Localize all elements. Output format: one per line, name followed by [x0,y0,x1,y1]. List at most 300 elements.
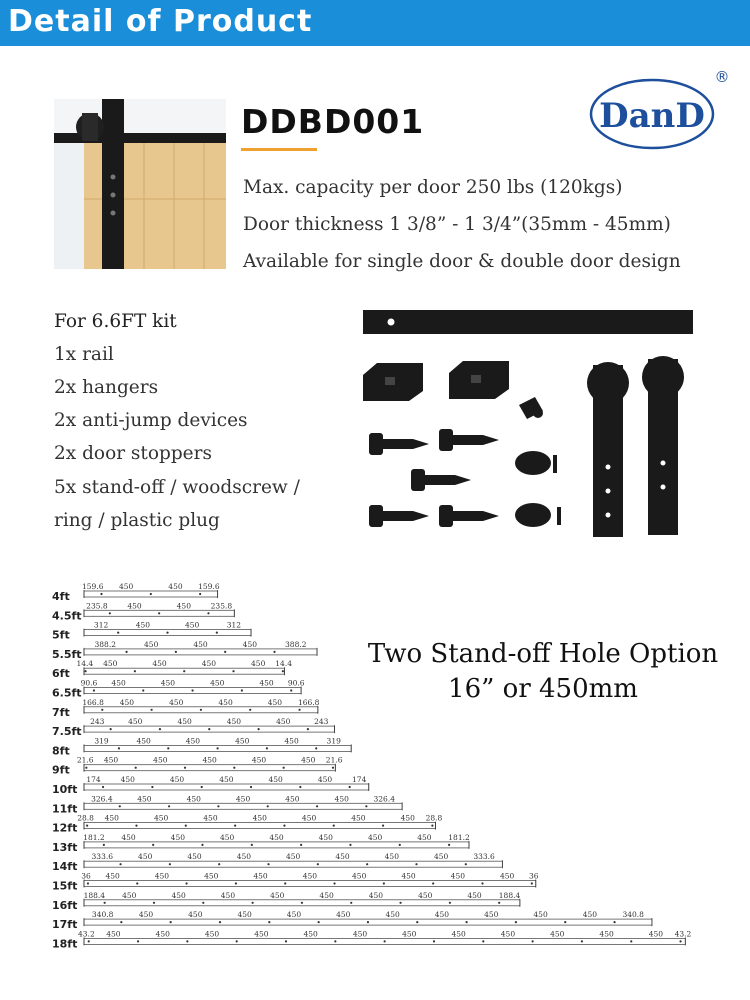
segment-value: 450 [138,910,154,920]
hanger [587,362,629,537]
rail-bar [84,784,369,790]
hole-mark [88,940,90,942]
segment-value: 312 [93,620,109,630]
segment-value: 450 [368,890,384,900]
segment-value: 36 [81,871,91,881]
hole-mark [110,728,112,730]
door-stopper [515,451,557,475]
hole-mark [465,863,467,865]
hole-mark [191,689,193,691]
segment-value: 90.6 [80,678,98,688]
segment-value: 450 [434,910,450,920]
segment-value: 450 [118,582,134,591]
segment-value: 450 [185,620,200,630]
rail-bar [84,765,335,771]
hole-mark [167,747,169,749]
row-length-label: 6ft [52,667,70,681]
segment-value: 450 [185,736,201,746]
segment-value: 326.4 [91,794,113,804]
segment-value: 450 [103,659,118,669]
hole-mark [104,902,106,904]
hardware-parts-image [355,305,700,545]
spec-capacity: Max. capacity per door 250 lbs (120kgs) [243,177,623,198]
segment-value: 28.8 [425,813,443,823]
hole-mark [285,940,287,942]
segment-value: 450 [111,678,126,688]
segment-value: 450 [121,832,136,842]
segment-value: 450 [160,678,176,688]
hole-mark [170,921,172,923]
hole-mark [158,612,160,614]
segment-value: 450 [152,659,167,669]
hole-mark [315,747,317,749]
hole-mark [169,863,171,865]
segment-value: 450 [204,871,219,881]
segment-value: 450 [177,717,192,727]
hole-mark [399,902,401,904]
hole-mark [85,767,87,769]
hole-mark [332,767,334,769]
segment-value: 450 [352,929,368,939]
hole-mark [135,767,137,769]
hole-mark [87,882,89,884]
model-underline [241,148,317,151]
segment-value: 450 [269,832,284,842]
hole-mark [168,805,170,807]
hole-mark [152,844,154,846]
hole-mark [100,593,102,595]
rail-bar [84,842,469,848]
hole-mark [136,882,138,884]
segment-value: 243 [314,717,329,727]
hole-mark [186,940,188,942]
segment-value: 450 [367,832,383,842]
segment-value: 450 [302,871,318,881]
kit-item: ring / plastic plug [54,510,220,531]
stand-off-screw [439,429,499,451]
hole-mark [333,882,335,884]
hole-mark [234,825,236,827]
stand-off-screw [369,433,429,455]
header-bar [0,0,750,46]
segment-value: 450 [253,871,268,881]
segment-value: 450 [144,639,159,649]
segment-value: 450 [270,890,285,900]
hole-mark [84,670,86,672]
segment-value: 90.6 [287,678,305,688]
segment-value: 21.6 [76,755,94,765]
segment-value: 340.8 [622,910,644,920]
segment-value: 388.2 [94,639,117,649]
rail-bar [84,861,502,867]
segment-value: 450 [219,775,234,784]
segment-value: 450 [154,871,170,881]
hole-mark [119,863,121,865]
segment-value: 450 [351,813,366,823]
segment-value: 450 [193,639,208,649]
segment-value: 450 [201,659,217,669]
hole-mark [300,844,302,846]
segment-value: 450 [186,794,201,804]
hole-mark [101,709,103,711]
hole-mark [449,902,451,904]
row-length-label: 10ft [52,783,78,796]
hole-mark [202,902,204,904]
segment-value: 450 [251,755,267,765]
hole-mark [290,689,292,691]
anti-jump-bracket [519,397,543,419]
segment-value: 450 [105,871,120,881]
hole-mark [125,651,127,653]
hole-mark [175,651,177,653]
kit-item: 2x door stoppers [54,443,212,464]
segment-value: 450 [334,794,349,804]
segment-value: 450 [122,890,137,900]
hole-mark [119,805,121,807]
segment-value: 326.4 [373,794,396,804]
stand-off-screw [439,505,499,527]
segment-value: 450 [303,929,318,939]
hole-mark [251,844,253,846]
segment-value: 450 [599,929,614,939]
segment-value: 333.6 [473,852,495,862]
hole-mark [207,612,209,614]
hole-mark [333,825,335,827]
segment-value: 319 [326,736,341,746]
segment-value: 450 [500,929,516,939]
segment-value: 450 [648,929,664,939]
hole-mark [283,825,285,827]
rail [363,310,693,334]
product-photo [54,99,226,269]
kit-title: For 6.6FT kit [54,311,177,332]
row-length-label: 18ft [52,937,78,951]
segment-value: 14.4 [76,659,94,669]
hole-mark [241,689,243,691]
hole-mark [301,902,303,904]
hole-mark [183,670,185,672]
segment-value: 174 [86,775,101,784]
hole-mark [367,921,369,923]
hole-mark [349,786,351,788]
row-length-label: 6.5ft [52,686,82,700]
hole-mark [307,728,309,730]
stand-off-screw [369,505,429,527]
segment-value: 450 [268,775,283,784]
hole-spacing-chart [0,575,750,965]
row-length-label: 17ft [52,918,78,932]
segment-value: 450 [188,910,203,920]
hole-mark [142,689,144,691]
hole-mark [109,612,111,614]
segment-value: 450 [242,639,258,649]
segment-value: 450 [103,755,119,765]
segment-value: 450 [500,871,515,881]
segment-value: 450 [286,852,301,862]
segment-value: 450 [104,813,119,823]
hole-mark [384,940,386,942]
hole-mark [399,844,401,846]
hole-mark [118,747,120,749]
hole-mark [581,940,583,942]
segment-value: 450 [251,659,266,669]
row-length-label: 5.5ft [52,647,82,661]
spec-thickness: Door thickness 1 3/8” - 1 3/4”(35mm - 45mm) [243,214,671,235]
segment-value: 450 [550,929,565,939]
segment-value: 188.4 [498,890,521,900]
hole-mark [433,940,435,942]
segment-value: 450 [120,775,135,784]
hole-mark [134,670,136,672]
hole-mark [515,921,517,923]
rail-bar [84,649,317,655]
segment-value: 450 [335,852,350,862]
segment-value: 181.2 [448,832,470,842]
segment-value: 450 [318,832,333,842]
hole-mark [283,767,285,769]
segment-value: 450 [301,813,317,823]
anti-jump-device [449,361,509,399]
segment-value: 450 [169,775,185,784]
segment-value: 450 [237,910,252,920]
segment-value: 450 [170,832,186,842]
hole-mark [267,863,269,865]
segment-value: 450 [204,929,220,939]
segment-value: 450 [301,755,316,765]
hole-mark [349,844,351,846]
hole-mark [137,940,139,942]
hole-mark [218,863,220,865]
row-length-label: 9ft [52,763,70,777]
segment-value: 450 [169,697,184,707]
segment-value: 319 [94,736,109,746]
segment-value: 450 [226,717,242,727]
segment-value: 450 [484,910,499,920]
segment-value: 450 [467,890,482,900]
segment-value: 21.6 [325,755,343,765]
hole-mark [159,728,161,730]
hole-mark [135,825,137,827]
segment-value: 450 [119,697,135,707]
row-length-label: 16ft [52,898,78,912]
segment-value: 188.4 [83,890,106,900]
hole-mark [564,921,566,923]
hole-mark [217,747,219,749]
hole-mark [252,902,254,904]
hole-mark [299,786,301,788]
rail-bar [84,803,402,809]
header-title: Detail of Product [8,4,313,39]
hole-mark [151,709,153,711]
hole-mark [93,689,95,691]
segment-value: 450 [127,601,142,611]
kit-item: 5x stand-off / woodscrew / [54,477,300,498]
segment-value: 450 [210,678,225,688]
hole-mark [199,593,201,595]
hole-mark [481,882,483,884]
segment-value: 450 [450,871,466,881]
segment-value: 340.8 [91,910,114,920]
segment-value: 450 [384,852,399,862]
logo-text: DanD [599,96,705,136]
hole-mark [284,882,286,884]
stand-off-screw [411,469,471,491]
segment-value: 450 [433,852,449,862]
row-length-label: 11ft [52,802,78,816]
hole-mark [224,651,226,653]
segment-value: 450 [317,775,333,784]
segment-value: 450 [136,736,151,746]
hole-mark [235,882,237,884]
hole-mark [166,632,168,634]
segment-value: 450 [418,890,433,900]
segment-value: 450 [236,852,252,862]
segment-value: 450 [153,813,169,823]
hole-mark [184,767,186,769]
segment-value: 450 [176,601,191,611]
segment-value: 450 [153,755,168,765]
segment-value: 235.8 [86,601,108,611]
segment-value: 450 [284,736,299,746]
hole-mark [103,844,105,846]
segment-value: 450 [336,910,351,920]
hole-mark [317,863,319,865]
hole-mark [531,882,533,884]
hole-mark [282,670,284,672]
hole-mark [185,825,187,827]
hole-mark [465,921,467,923]
hole-mark [383,882,385,884]
segment-value: 450 [352,871,367,881]
hole-mark [318,921,320,923]
segment-value: 14.4 [275,659,292,669]
segment-value: 166.8 [297,697,320,707]
row-length-label: 4ft [52,590,70,603]
segment-value: 450 [219,832,235,842]
segment-value: 450 [402,929,417,939]
segment-value: 450 [276,717,291,727]
segment-value: 312 [226,620,242,630]
hole-mark [102,786,104,788]
segment-value: 450 [235,736,250,746]
hole-mark [298,709,300,711]
segment-value: 36 [529,871,539,881]
hole-mark [382,825,384,827]
row-length-label: 7ft [52,705,70,719]
hole-mark [532,940,534,942]
hole-mark [630,940,632,942]
hole-mark [200,709,202,711]
segment-value: 450 [259,678,274,688]
segment-value: 450 [285,794,300,804]
hole-mark [366,863,368,865]
segment-value: 450 [533,910,548,920]
hole-mark [432,882,434,884]
segment-value: 450 [417,832,432,842]
row-length-label: 13ft [52,840,78,854]
row-length-label: 5ft [52,628,70,642]
hole-mark [613,921,615,923]
segment-value: 388.2 [285,639,307,649]
segment-value: 450 [319,890,334,900]
segment-value: 181.2 [83,832,105,842]
segment-value: 450 [235,794,251,804]
hole-mark [150,593,152,595]
segment-value: 159.6 [82,582,104,591]
hole-mark [151,786,153,788]
hole-option-title: Two Stand-off Hole Option [367,639,719,669]
hole-mark [268,921,270,923]
hole-mark [273,651,275,653]
hole-mark [415,863,417,865]
segment-value: 235.8 [210,601,233,611]
segment-value: 450 [168,582,183,591]
segment-value: 450 [128,717,143,727]
segment-value: 450 [385,910,400,920]
segment-value: 333.6 [91,852,114,862]
hole-mark [267,805,269,807]
spec-design: Available for single door & double door design [243,251,681,272]
segment-value: 450 [137,794,152,804]
segment-value: 450 [218,697,233,707]
hole-mark [316,805,318,807]
hole-mark [117,632,119,634]
hole-mark [185,882,187,884]
hole-mark [201,844,203,846]
segment-value: 450 [203,813,218,823]
hole-mark [350,902,352,904]
brand-logo [588,66,734,150]
hole-mark [201,786,203,788]
hole-mark [266,747,268,749]
hole-mark [448,844,450,846]
rail-bar [84,881,536,887]
product-model: DDBD001 [241,102,425,141]
segment-value: 450 [286,910,302,920]
segment-value: 450 [138,852,153,862]
segment-value: 159.6 [198,582,220,591]
row-length-label: 15ft [52,879,78,893]
segment-value: 450 [171,890,186,900]
hole-mark [249,709,251,711]
hole-mark [679,940,681,942]
kit-item: 2x anti-jump devices [54,410,248,431]
hole-mark [233,767,235,769]
hanger [642,356,684,535]
segment-value: 450 [267,697,283,707]
segment-value: 43.2 [674,929,692,939]
kit-item: 1x rail [54,344,114,365]
hole-mark [232,670,234,672]
hole-mark [416,921,418,923]
hole-mark [216,632,218,634]
hole-mark [236,940,238,942]
hole-mark [208,728,210,730]
segment-value: 450 [400,813,415,823]
hole-mark [153,902,155,904]
hole-mark [217,805,219,807]
segment-value: 174 [352,775,367,784]
hole-mark [482,940,484,942]
hole-mark [365,805,367,807]
row-length-label: 8ft [52,744,70,758]
segment-value: 450 [582,910,598,920]
segment-value: 450 [187,852,202,862]
segment-value: 450 [106,929,121,939]
registered-mark: ® [714,68,730,86]
segment-value: 450 [202,755,217,765]
row-length-label: 12ft [52,821,78,835]
